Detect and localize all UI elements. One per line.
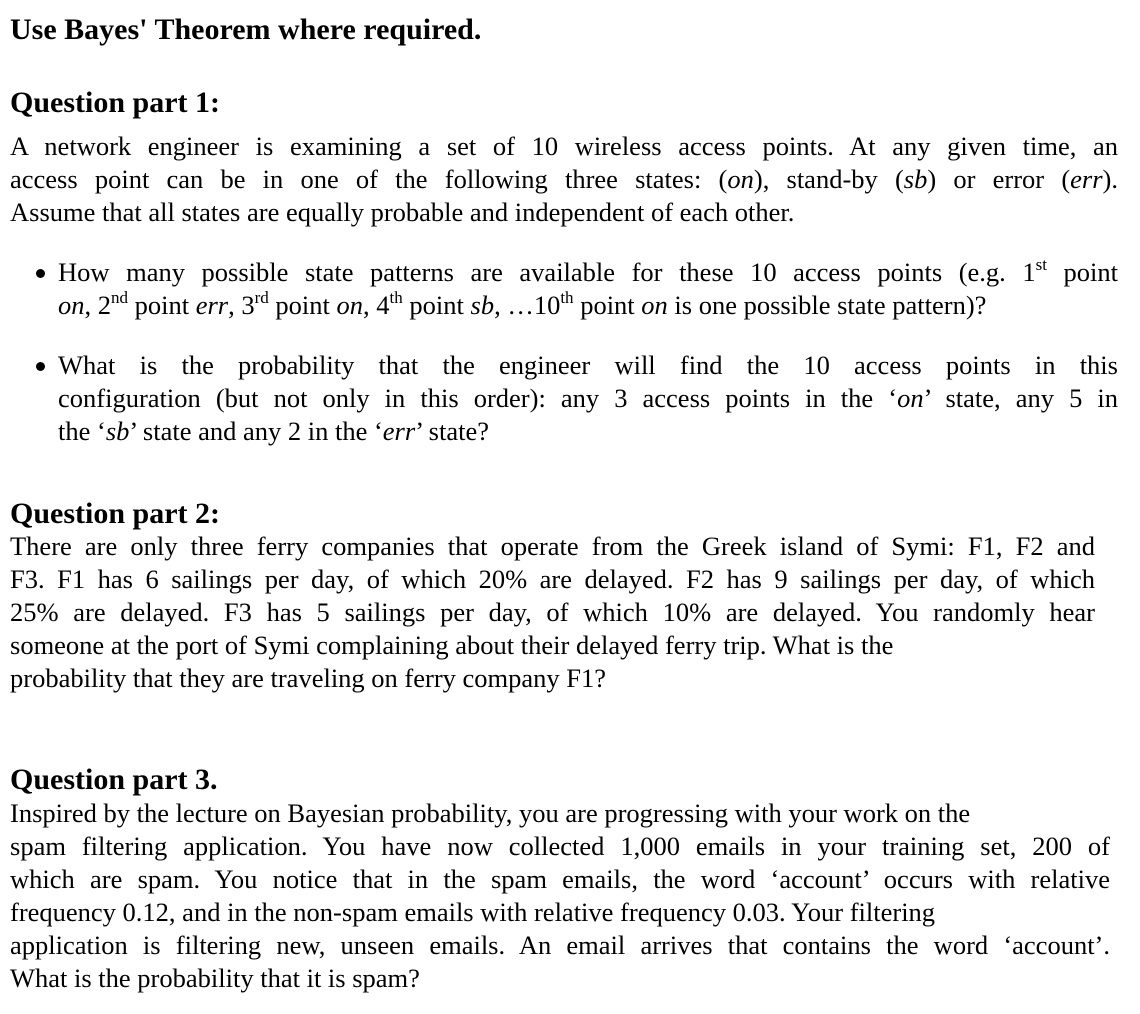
q2-line-5: probability that they are traveling on ferry company F1? (10, 663, 607, 693)
q3-line-4: frequency 0.12, and in the non-spam emails with relative frequency 0.03. Your filtering (10, 897, 936, 927)
q2-line-4: someone at the port of Symi complaining about their delayed ferry trip. What is the (10, 630, 894, 660)
question-part-2-title: Question part 2: (10, 497, 220, 530)
q3-line-1: Inspired by the lecture on Bayesian probability, you are progressing with your work on the (10, 798, 971, 828)
q3-line-6: What is the probability that it is spam? (10, 963, 420, 993)
q2-line-1: There are only three ferry companies that operate from the Greek island of Symi: F1, F2 and (10, 531, 1095, 561)
bullet-2-line-3: the ‘sb’ state and any 2 in the ‘err’ state? (58, 416, 489, 446)
question-part-2-body (10, 530, 1095, 695)
q2-line-2: F3. F1 has 6 sailings per day, of which 20% are delayed. F2 has 9 sailings per day, of which (10, 564, 1095, 594)
q3-line-5: application is filtering new, unseen emails. An email arrives that contains the word ‘account’. (10, 930, 1110, 960)
bullet-item-1 (10, 256, 1118, 322)
bullet-dot-icon (36, 269, 45, 278)
bullet-2-line-1: What is the probability that the engineer will find the 10 access points in this (58, 350, 1118, 380)
question-part-3-title: Question part 3. (10, 763, 218, 796)
q3-line-3: which are spam. You notice that in the spam emails, the word ‘account’ occurs with relative (10, 864, 1110, 894)
question-part-3-body (10, 797, 1110, 995)
q1-line-3: Assume that all states are equally probable and independent of each other. (10, 197, 795, 227)
bullet-item-2 (10, 349, 1118, 448)
q1-line-1: A network engineer is examining a set of 10 wireless access points. At any given time, an (10, 131, 1118, 161)
bullet-1-line-2: on, 2nd point err, 3rd point on, 4th point sb, …10th point on is one possible state pattern)? (58, 288, 987, 320)
bullet-dot-icon (36, 362, 45, 371)
question-part-1-title: Question part 1: (10, 86, 220, 119)
question-part-1-body (10, 130, 1118, 229)
intro-instruction: Use Bayes' Theorem where required. (10, 13, 482, 46)
bullet-2-line-2: configuration (but not only in this order): any 3 access points in the ‘on’ state, any 5 in (58, 383, 1118, 413)
q3-line-2: spam filtering application. You have now collected 1,000 emails in your training set, 200 of (10, 831, 1110, 861)
q2-line-3: 25% are delayed. F3 has 5 sailings per day, of which 10% are delayed. You randomly hear (10, 597, 1095, 627)
bullet-1-line-1: How many possible state patterns are available for these 10 access points (e.g. 1st point (58, 255, 1119, 287)
q1-line-2: access point can be in one of the following three states: (on), stand-by (sb) or error (err). (10, 164, 1118, 194)
